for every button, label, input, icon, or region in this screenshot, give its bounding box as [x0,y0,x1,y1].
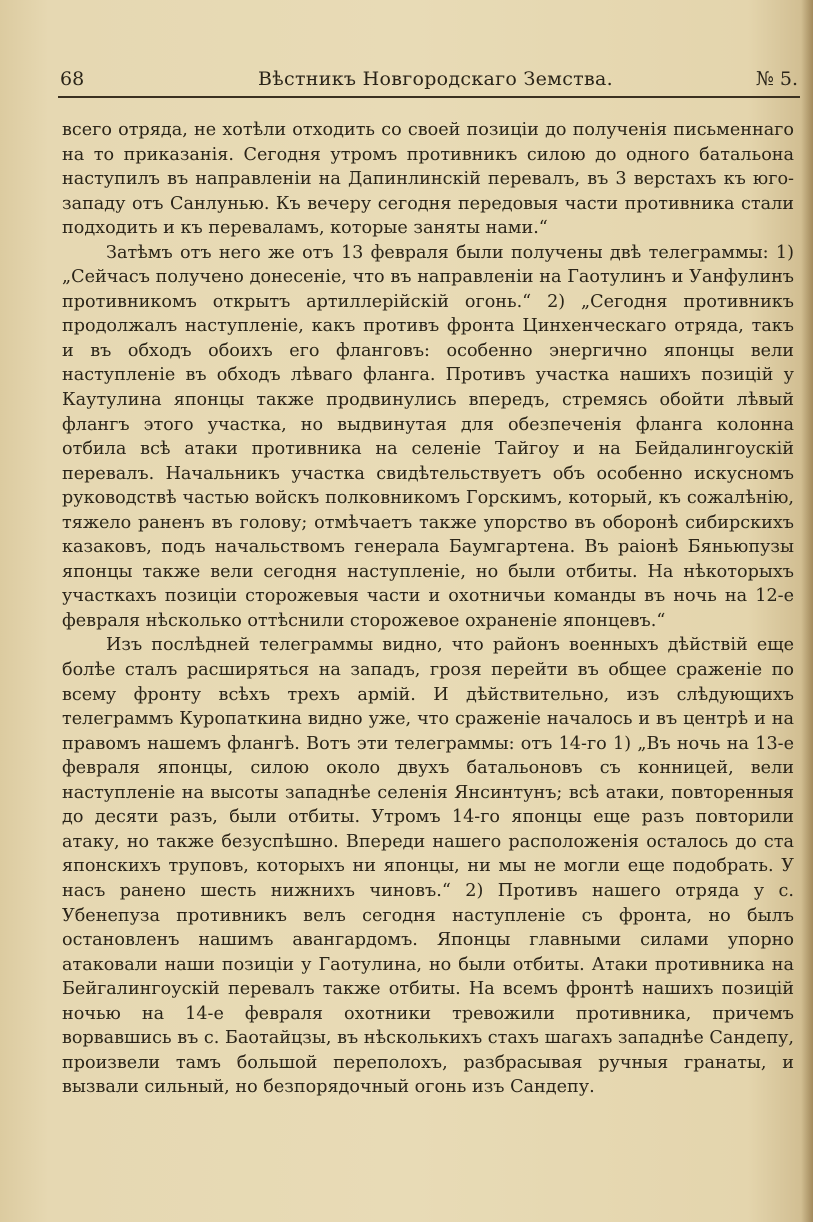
paragraph-2: Затѣмъ отъ него же отъ 13 февраля были получены двѣ телеграммы: 1) „Сейчасъ получено донесеніе, что въ направленіи на Гаотулинъ и Уанфулинъ противникомъ открытъ артиллерійскій огонь.“ 2) „Сегодня противникъ продолжалъ наступленіе, какъ противъ фронта Цинхенческаго отряда, такъ и въ обходъ обоихъ его фланговъ: особенно энергично японцы вели наступленіе въ обходъ лѣваго фланга. Противъ участка нашихъ позицій у Каутулина японцы также продвинулись впередъ, стремясь обойти лѣвый флангъ этого участка, но выдвинутая для обезпеченія фланга колонна отбила всѣ атаки противника на селеніе Тайгоу и на Бейдалингоускій перевалъ. Начальникъ участка свидѣтельствуетъ объ особенно искусномъ руководствѣ частью войскъ полковникомъ Горскимъ, который, къ сожалѣнію, тяжело раненъ въ голову; отмѣчаетъ также упорство въ оборонѣ сибирскихъ казаковъ, подъ начальствомъ генерала Баумгартена. Въ раіонѣ Бяньюпузы японцы также вели сегодня наступленіе, но были отбиты. На нѣкоторыхъ участкахъ позиціи сторожевыя части и охотничьи команды въ ночь на 12-е февраля нѣсколько оттѣснили сторожевое охраненіе японцевъ.“ [62,242,794,631]
page-number: 68 [60,68,85,90]
paragraph-1: всего отряда, не хотѣли отходить со своей позиціи до полученія письменнаго на то приказанія. Сегодня утромъ противникъ силою до одного батальона наступилъ въ направленіи на Дапинлинскій перевалъ, въ 3 верстахъ къ юго-западу отъ Санлунью. Къ вечеру сегодня передовыя части противника стали подходить и къ переваламъ, которые заняты нами.“ [62,120,794,239]
body-text [62,118,794,1100]
issue-number: № 5. [755,68,798,90]
header-rule [58,96,800,98]
paragraph-3: Изъ послѣдней телеграммы видно, что районъ военныхъ дѣйствій еще болѣе сталъ расширяться на западъ, грозя перейти въ общее сраженіе по всему фронту всѣхъ трехъ армій. И дѣйствительно, изъ слѣдующихъ телеграммъ Куропаткина видно уже, что сраженіе началось и въ центрѣ и на правомъ нашемъ флангѣ. Вотъ эти телеграммы: отъ 14-го 1) „Въ ночь на 13-е февраля японцы, силою около двухъ батальоновъ съ конницей, вели наступленіе на высоты западнѣе селенія Янсинтунъ; всѣ атаки, повторенныя до десяти разъ, были отбиты. Утромъ 14-го японцы еще разъ повторили атаку, но также безуспѣшно. Впереди нашего расположенія осталось до ста японскихъ труповъ, которыхъ ни японцы, ни мы не могли еще подобрать. У насъ ранено шесть нижнихъ чиновъ.“ 2) Противъ нашего отряда у с. Убенепуза противникъ велъ сегодня наступленіе съ фронта, но былъ остановленъ нашимъ авангардомъ. Японцы главными силами упорно атаковали наши позиціи у Гаотулина, но были отбиты. Атаки противника на Бейгалингоускій перевалъ также отбиты. На всемъ фронтѣ нашихъ позицій ночью на 14-е февраля охотники тревожили противника, причемъ ворвавшись въ с. Баотайцзы, въ нѣсколькихъ стахъ шагахъ западнѣе Сандепу, произвели тамъ большой переполохъ, разбрасывая ручныя гранаты, и вызвали сильный, но безпорядочный огонь изъ Сандепу. [62,635,794,1098]
running-header [60,62,798,98]
journal-title: Вѣстникъ Новгородскаго Земства. [258,68,613,90]
page-spine-shadow [801,0,813,1222]
